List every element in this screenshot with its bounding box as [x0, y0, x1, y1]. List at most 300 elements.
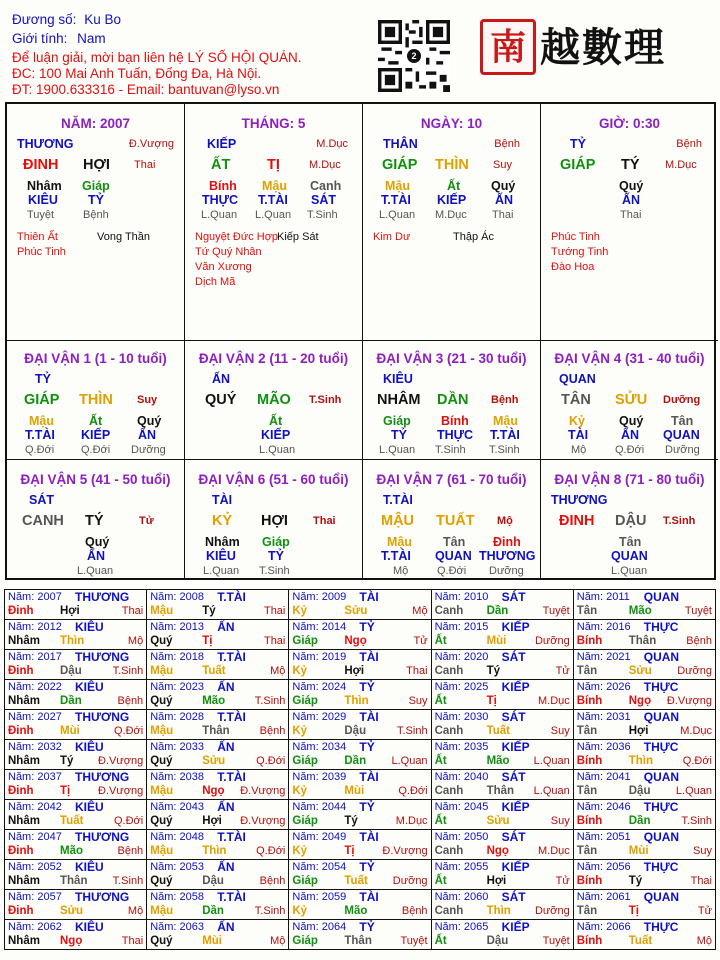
hidden-star: ẤN [495, 193, 514, 207]
year-can: Quý [150, 635, 173, 647]
year-cell-content [574, 590, 715, 619]
dai-van-4 [541, 341, 718, 460]
year-cell [5, 650, 147, 680]
year-can: Tân [576, 665, 598, 677]
dv-hidden-star: ẤN [138, 428, 157, 442]
dv-can: TÂN [561, 392, 591, 408]
year-state: Dưỡng [534, 905, 570, 917]
year-star: TÀI [359, 830, 379, 844]
dai-van-title: ĐẠI VẬN 5 (41 - 50 tuổi) [20, 472, 171, 487]
year-row [5, 740, 716, 770]
year-label: Năm: 2056 [576, 861, 631, 873]
year-state: L.Quan [675, 785, 712, 797]
year-state: M.Dục [537, 845, 570, 857]
year-chi: Thìn [202, 845, 227, 857]
year-label: Năm: 2016 [576, 621, 631, 633]
year-can: Ất [434, 935, 447, 947]
year-chi: Hợi [344, 665, 365, 677]
year-label: Năm: 2035 [434, 741, 489, 753]
hidden-can: Mậu [262, 179, 287, 193]
year-can: Ất [434, 635, 447, 647]
year-can: Bính [576, 695, 603, 707]
pillar-month [185, 104, 363, 341]
year-cell [573, 710, 715, 740]
year-chi: Tý [344, 815, 358, 827]
year-state: Mộ [127, 905, 144, 917]
year-cell [147, 650, 289, 680]
year-star: THỰC [643, 920, 679, 934]
dai-van-title: ĐẠI VẬN 8 (71 - 80 tuổi) [554, 472, 705, 487]
dai-van-3 [363, 341, 541, 460]
year-chi: Tuất [344, 875, 368, 887]
year-cell [289, 710, 431, 740]
year-chi: Dần [202, 905, 224, 917]
year-row [5, 830, 716, 860]
dai-van-title: ĐẠI VẬN 6 (51 - 60 tuổi) [198, 472, 349, 487]
year-star: SÁT [501, 830, 526, 844]
gender-value: Nam [77, 31, 106, 46]
year-star: THỰC [643, 740, 679, 754]
year-state: T.Sinh [254, 905, 286, 917]
year-state: Suy [408, 695, 428, 707]
year-cell-content [432, 860, 573, 889]
year-cell [5, 710, 147, 740]
year-can: Kỷ [292, 725, 308, 737]
year-state: Bệnh [259, 875, 286, 887]
year-cell [147, 590, 289, 620]
year-chi: Tý [60, 755, 74, 767]
year-label: Năm: 2021 [576, 651, 631, 663]
year-label: Năm: 2029 [292, 711, 347, 723]
year-star: SÁT [501, 590, 526, 604]
year-cell-content [147, 770, 288, 799]
dv-hidden-star: T.TÀI [381, 549, 411, 563]
annual-luck-table [4, 589, 716, 950]
year-cell [431, 680, 573, 710]
hidden-can: Mậu [385, 179, 410, 193]
year-cell-content [5, 830, 146, 859]
dv-chi: TÝ [85, 513, 104, 529]
year-cell-content [289, 920, 430, 949]
year-chi: Tuất [486, 725, 510, 737]
year-label: Năm: 2059 [292, 891, 347, 903]
year-can: Giáp [292, 875, 318, 887]
dv-state: Suy [137, 394, 158, 406]
dv-hidden-state: Q.Đới [437, 565, 467, 577]
dv-state: Dưỡng [663, 394, 701, 406]
year-cell-content [5, 710, 146, 739]
year-cell-content [289, 620, 430, 649]
year-can: Canh [434, 665, 464, 677]
year-state: Mộ [127, 635, 144, 647]
dv-hidden-can: Giáp [262, 535, 290, 549]
year-state: Tử [555, 665, 570, 677]
pillar-chi: TÝ [621, 157, 640, 173]
year-cell-content [147, 890, 288, 919]
year-cell [289, 800, 431, 830]
gender-label: Giới tính: [12, 31, 68, 46]
year-label: Năm: 2022 [8, 681, 62, 693]
year-chi: Thìn [344, 695, 369, 707]
year-star: KIẾP [501, 740, 530, 754]
dv-hidden-star: QUAN [663, 428, 700, 442]
year-star: SÁT [501, 890, 526, 904]
year-cell [147, 620, 289, 650]
year-cell-content [432, 650, 573, 679]
year-row [5, 920, 716, 950]
year-chi: Sửu [344, 605, 368, 617]
year-label: Năm: 2054 [292, 861, 347, 873]
year-label: Năm: 2052 [8, 861, 62, 873]
dv-star: ẤN [212, 372, 231, 386]
year-star: KIẾP [501, 800, 530, 814]
year-state: L.Quan [533, 785, 570, 797]
year-cell [573, 860, 715, 890]
dv-hidden-state: T.Sinh [259, 565, 290, 577]
dv-hidden-can: Mậu [493, 414, 518, 428]
year-cell-content [289, 740, 430, 769]
year-chi: Sửu [60, 905, 84, 917]
year-chi: Tị [628, 905, 639, 917]
year-label: Năm: 2008 [150, 591, 204, 603]
pillar-star: TỶ [570, 137, 586, 151]
year-label: Năm: 2050 [434, 831, 489, 843]
pillar-year [7, 104, 185, 341]
hidden-star: T.TÀI [258, 193, 288, 207]
year-cell-content [432, 590, 573, 619]
year-cell-content [432, 680, 573, 709]
shen-sat-bad: Kiếp Sát [277, 231, 319, 243]
year-cell-content [5, 590, 146, 619]
year-label: Năm: 2046 [576, 801, 631, 813]
hidden-can: Quý [619, 179, 644, 193]
year-state: Mộ [270, 665, 286, 677]
year-can: Nhâm [8, 815, 40, 827]
chart-grid [5, 102, 716, 580]
year-cell-content [147, 740, 288, 769]
year-label: Năm: 2042 [8, 801, 62, 813]
year-can: Quý [150, 935, 173, 947]
year-cell-content [5, 920, 146, 949]
year-cell [5, 770, 147, 800]
year-can: Nhâm [8, 695, 40, 707]
year-can: Tân [576, 905, 598, 917]
dv-can: ĐINH [559, 513, 595, 529]
year-cell-content [147, 650, 288, 679]
year-cell-content [289, 710, 430, 739]
pillar-star: THÂN [383, 137, 418, 151]
year-cell-content [574, 920, 715, 949]
year-star: KIÊU [75, 740, 104, 754]
year-chi: Tý [628, 875, 643, 887]
year-label: Năm: 2025 [434, 681, 489, 693]
year-chi: Mão [628, 605, 652, 617]
year-label: Năm: 2066 [576, 921, 631, 933]
year-label: Năm: 2028 [150, 711, 204, 723]
year-state: M.Dục [680, 725, 712, 737]
hidden-state: L.Quan [201, 209, 238, 221]
year-state: Bệnh [117, 845, 144, 857]
year-can: Đinh [8, 665, 34, 677]
year-chi: Ngọ [628, 695, 652, 707]
hidden-star: T.TÀI [381, 193, 411, 207]
year-state: Mộ [696, 935, 712, 947]
qr-center-badge: 2 [407, 49, 421, 63]
year-cell [431, 920, 573, 950]
year-cell-content [289, 800, 430, 829]
year-label: Năm: 2061 [576, 891, 631, 903]
year-state: L.Quan [533, 755, 570, 767]
year-chi: Thân [628, 635, 657, 647]
year-cell-content [5, 680, 146, 709]
year-chi: Mùi [202, 935, 222, 947]
year-label: Năm: 2023 [150, 681, 204, 693]
contact-line-1: Để luận giải, mời bạn liên hệ LÝ SỐ HỘI QUÁN. [12, 50, 302, 65]
year-chi: Tị [344, 845, 355, 857]
pillar-can: ĐINH [23, 157, 59, 173]
year-label: Năm: 2047 [8, 831, 62, 843]
year-label: Năm: 2015 [434, 621, 489, 633]
year-state: Q.Đới [398, 785, 428, 797]
shen-sat: Tướng Tinh [551, 246, 609, 258]
year-cell [147, 800, 289, 830]
year-cell [573, 890, 715, 920]
year-label: Năm: 2026 [576, 681, 631, 693]
year-can: Kỷ [292, 785, 308, 797]
year-cell-content [574, 680, 715, 709]
year-star: TỶ [359, 920, 375, 934]
dv-hidden-state: L.Quan [379, 444, 416, 456]
year-cell [289, 620, 431, 650]
dv-hidden-can: Quý [137, 414, 162, 428]
year-cell [289, 590, 431, 620]
dai-van-5 [7, 460, 185, 578]
dv-can: MẬU [381, 513, 415, 529]
year-cell [289, 890, 431, 920]
dv-star: QUAN [559, 372, 596, 386]
year-cell [289, 680, 431, 710]
year-cell [573, 650, 715, 680]
pillar-state: M.Dục [665, 159, 697, 171]
year-chi: Dậu [202, 875, 224, 887]
year-label: Năm: 2039 [292, 771, 347, 783]
shen-sat: Thiên Ất [17, 231, 58, 243]
year-can: Canh [434, 905, 464, 917]
dv-hidden-can: Mậu [29, 414, 54, 428]
year-state: Thai [690, 875, 712, 887]
hidden-can: Bính [209, 179, 237, 193]
year-label: Năm: 2063 [150, 921, 204, 933]
hidden-can: Nhâm [27, 179, 62, 193]
year-state: T.Sinh [396, 725, 428, 737]
year-state: Mộ [412, 605, 428, 617]
year-cell-content [289, 830, 430, 859]
dai-van-6 [185, 460, 363, 578]
year-chi: Dần [60, 695, 82, 707]
year-cell [431, 800, 573, 830]
year-state: Q.Đới [256, 755, 286, 767]
year-label: Năm: 2051 [576, 831, 631, 843]
dv-hidden-state: Q.Đới [81, 444, 111, 456]
year-chi: Thìn [628, 755, 654, 767]
year-cell [431, 860, 573, 890]
year-chi: Hợi [202, 815, 222, 827]
year-cell-content [574, 650, 715, 679]
dv-chi: MÃO [257, 392, 291, 408]
dv-hidden-star: TỶ [268, 549, 284, 563]
dv-state: Bệnh [491, 394, 519, 406]
year-cell-content [5, 800, 146, 829]
year-star: QUAN [643, 770, 680, 784]
year-star: QUAN [643, 830, 680, 844]
dv-star: THƯƠNG [551, 493, 608, 507]
year-cell-content [5, 890, 146, 919]
year-star: TÀI [359, 590, 379, 604]
year-star: ẤN [217, 920, 235, 934]
year-cell-content [5, 770, 146, 799]
year-state: Dưỡng [677, 665, 712, 677]
year-cell-content [5, 620, 146, 649]
dv-hidden-star: THỰC [437, 428, 474, 442]
hidden-state: M.Dục [435, 209, 467, 221]
year-can: Giáp [292, 755, 318, 767]
year-state: M.Dục [537, 695, 570, 707]
year-state: Tuyệt [542, 935, 570, 947]
year-chi: Mão [344, 905, 368, 917]
year-chi: Ngọ [202, 785, 225, 797]
year-cell [289, 650, 431, 680]
year-label: Năm: 2065 [434, 921, 489, 933]
year-state: Q.Đới [256, 845, 286, 857]
year-chi: Ngọ [486, 845, 509, 857]
pillar-hour [541, 104, 718, 341]
dai-van-1 [7, 341, 185, 460]
year-star: T.TÀI [217, 650, 246, 664]
year-chi: Hợi [486, 875, 507, 887]
hidden-state: L.Quan [379, 209, 416, 221]
year-cell [431, 650, 573, 680]
dv-chi: TUẤT [436, 513, 475, 529]
year-label: Năm: 2049 [292, 831, 347, 843]
year-chi: Tuất [60, 815, 84, 827]
year-can: Canh [434, 725, 464, 737]
year-cell [289, 860, 431, 890]
dv-hidden-state: Q.Đới [615, 444, 645, 456]
year-cell [289, 770, 431, 800]
year-star: ẤN [217, 680, 235, 694]
pillar-day [363, 104, 541, 341]
year-chi: Hợi [60, 605, 80, 617]
dai-van-title: ĐẠI VẬN 3 (21 - 30 tuổi) [376, 351, 527, 366]
year-can: Đinh [8, 845, 34, 857]
hidden-state: Thai [492, 209, 514, 221]
year-row [5, 620, 716, 650]
year-star: THỰC [643, 860, 679, 874]
year-state: Thai [263, 605, 286, 617]
year-label: Năm: 2013 [150, 621, 204, 633]
year-star: KIÊU [75, 680, 104, 694]
dai-van-title: ĐẠI VẬN 1 (1 - 10 tuổi) [24, 351, 167, 366]
year-star: ẤN [217, 860, 235, 874]
year-cell [147, 710, 289, 740]
dv-hidden-state: L.Quan [259, 444, 296, 456]
dv-hidden-star: TỶ [391, 428, 407, 442]
year-star: TỶ [359, 620, 375, 634]
year-can: Mậu [150, 605, 174, 617]
hidden-star: ẤN [622, 193, 641, 207]
year-state: Dưỡng [392, 875, 428, 887]
year-cell-content [147, 620, 288, 649]
year-cell-content [574, 710, 715, 739]
year-cell [573, 590, 715, 620]
year-star: TỶ [359, 860, 375, 874]
dv-chi: THÌN [79, 392, 113, 408]
year-label: Năm: 2007 [8, 591, 62, 603]
year-chi: Sửu [628, 665, 652, 677]
shen-sat: Kim Dư [373, 231, 411, 243]
pillar-title: THÁNG: 5 [241, 116, 306, 131]
year-can: Tân [576, 845, 598, 857]
year-can: Ất [434, 695, 447, 707]
hidden-state: T.Sinh [307, 209, 338, 221]
year-can: Ất [434, 875, 447, 887]
owner-label: Đương số: [12, 12, 77, 27]
dv-hidden-can: Nhâm [205, 535, 240, 549]
hidden-state: Thai [620, 209, 642, 221]
year-star: THƯƠNG [75, 830, 130, 844]
dv-state: T.Sinh [309, 394, 342, 406]
year-label: Năm: 2048 [150, 831, 204, 843]
year-row [5, 770, 716, 800]
year-star: ẤN [217, 740, 235, 754]
gender-line [12, 30, 106, 47]
year-can: Đinh [8, 605, 34, 617]
year-cell-content [432, 890, 573, 919]
logo-text: 越數理 [540, 24, 666, 71]
pillar-title: NĂM: 2007 [60, 116, 131, 131]
year-star: TÀI [359, 890, 379, 904]
pillar-can: GIÁP [382, 157, 418, 173]
year-state: Thai [263, 635, 286, 647]
shen-sat: Dịch Mã [195, 276, 236, 288]
year-star: THƯƠNG [75, 710, 130, 724]
qr-code[interactable] [378, 20, 450, 92]
year-cell [573, 830, 715, 860]
year-cell [573, 680, 715, 710]
dv-hidden-state: L.Quan [203, 565, 240, 577]
year-star: THƯƠNG [75, 770, 130, 784]
pillar-state: M.Dục [309, 159, 341, 171]
dv-star: TỶ [35, 372, 51, 386]
year-can: Quý [150, 875, 173, 887]
year-cell-content [432, 800, 573, 829]
year-cell [431, 590, 573, 620]
pillar-can: ẤT [211, 157, 231, 173]
year-can: Canh [434, 605, 464, 617]
year-state: Q.Đới [682, 755, 712, 767]
year-can: Kỷ [292, 905, 308, 917]
dai-van-title: ĐẠI VẬN 7 (61 - 70 tuổi) [376, 472, 527, 487]
dv-star: TÀI [212, 493, 233, 507]
year-state: T.Sinh [254, 695, 286, 707]
year-star: THƯƠNG [75, 890, 130, 904]
year-cell [5, 890, 147, 920]
year-star: THỰC [643, 800, 679, 814]
year-chi: Thân [486, 785, 515, 797]
hidden-star: SÁT [311, 193, 336, 207]
dv-hidden-star: ẤN [621, 428, 640, 442]
dai-van-8 [541, 460, 718, 578]
